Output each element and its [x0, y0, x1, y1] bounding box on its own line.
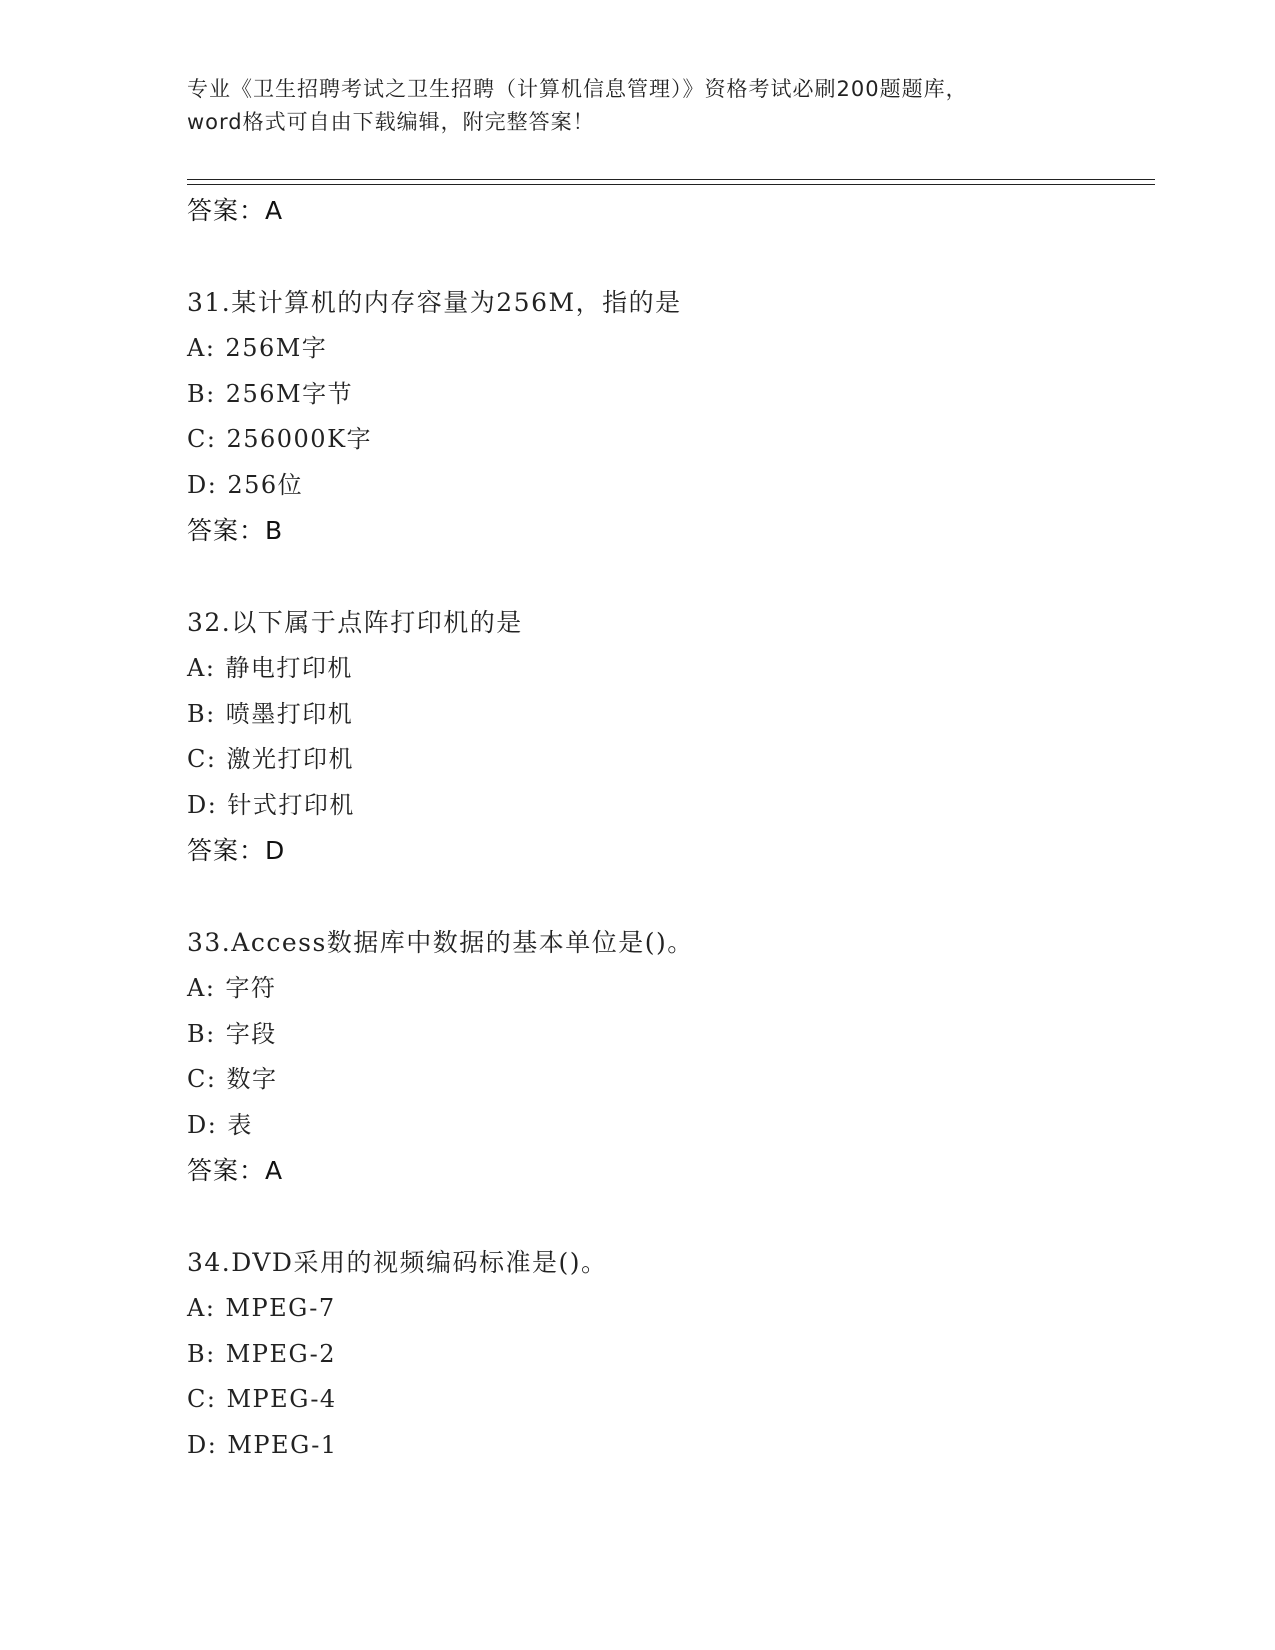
- question-answer: 答案：B: [187, 516, 284, 545]
- option-letter: A:: [187, 654, 216, 682]
- option-letter: D:: [187, 1110, 218, 1139]
- option-text: 喷墨打印机: [225, 699, 354, 728]
- option-c: [187, 737, 1147, 783]
- option-letter: A:: [187, 1294, 216, 1322]
- option-letter: C:: [187, 1065, 217, 1093]
- option-d: [187, 463, 1147, 509]
- option-letter: C:: [187, 745, 217, 773]
- option-b: [187, 372, 1147, 418]
- option-letter: B:: [187, 1019, 216, 1048]
- option-letter: B:: [187, 699, 216, 728]
- question-block: [187, 920, 1147, 1193]
- option-letter: D:: [187, 790, 218, 819]
- option-a: [187, 1286, 1147, 1332]
- question-block: [187, 280, 1147, 553]
- option-b: [187, 1332, 1147, 1378]
- question-answer: 答案：A: [187, 1156, 284, 1185]
- option-text: MPEG-1: [227, 1430, 338, 1459]
- option-d: [187, 783, 1147, 829]
- option-text: MPEG-7: [225, 1294, 336, 1322]
- question-block: [187, 600, 1147, 873]
- option-letter: B:: [187, 379, 216, 408]
- spacer: [187, 233, 1147, 280]
- option-text: MPEG-4: [226, 1385, 337, 1413]
- option-c: [187, 417, 1147, 463]
- option-text: 256000K字: [226, 425, 372, 453]
- option-d: [187, 1103, 1147, 1149]
- spacer: [187, 1193, 1147, 1240]
- header-divider-top: [187, 179, 1155, 180]
- option-letter: C:: [187, 425, 217, 453]
- option-text: 数字: [226, 1065, 278, 1093]
- header-line-2: word格式可自由下载编辑，附完整答案！: [187, 110, 595, 134]
- question-title: 34.DVD采用的视频编码标准是()。: [187, 1248, 608, 1277]
- option-text: 静电打印机: [225, 654, 353, 682]
- previous-answer: 答案：A: [187, 196, 284, 225]
- option-letter: D:: [187, 1430, 218, 1459]
- option-letter: D:: [187, 470, 218, 499]
- option-d: [187, 1423, 1147, 1469]
- spacer: [187, 553, 1147, 600]
- option-text: 表: [227, 1110, 253, 1139]
- option-letter: C:: [187, 1385, 217, 1413]
- option-c: [187, 1057, 1147, 1103]
- question-title: 33.Access数据库中数据的基本单位是()。: [187, 928, 694, 957]
- option-b: [187, 1012, 1147, 1058]
- option-text: 256M字节: [225, 379, 354, 408]
- option-text: 激光打印机: [226, 745, 354, 773]
- option-text: 256位: [227, 470, 304, 499]
- option-letter: B:: [187, 1339, 216, 1368]
- option-text: 字符: [225, 974, 277, 1002]
- option-a: [187, 646, 1147, 692]
- spacer: [187, 873, 1147, 920]
- document-header: [187, 73, 1087, 139]
- question-block: [187, 1240, 1147, 1468]
- option-a: [187, 966, 1147, 1012]
- option-letter: A:: [187, 974, 216, 1002]
- option-a: [187, 326, 1147, 372]
- header-line-1: 专业《卫生招聘考试之卫生招聘（计算机信息管理）》资格考试必刷200题题库，: [187, 77, 968, 101]
- question-list: [187, 188, 1147, 1468]
- option-text: MPEG-2: [225, 1339, 336, 1368]
- option-text: 256M字: [225, 334, 328, 362]
- question-title: 31.某计算机的内存容量为256M，指的是: [187, 288, 682, 317]
- option-b: [187, 692, 1147, 738]
- option-letter: A:: [187, 334, 216, 362]
- header-divider-bottom: [187, 184, 1155, 185]
- question-answer: 答案：D: [187, 836, 286, 865]
- option-text: 针式打印机: [227, 790, 355, 819]
- option-text: 字段: [225, 1019, 277, 1048]
- question-title: 32.以下属于点阵打印机的是: [187, 608, 523, 637]
- option-c: [187, 1377, 1147, 1423]
